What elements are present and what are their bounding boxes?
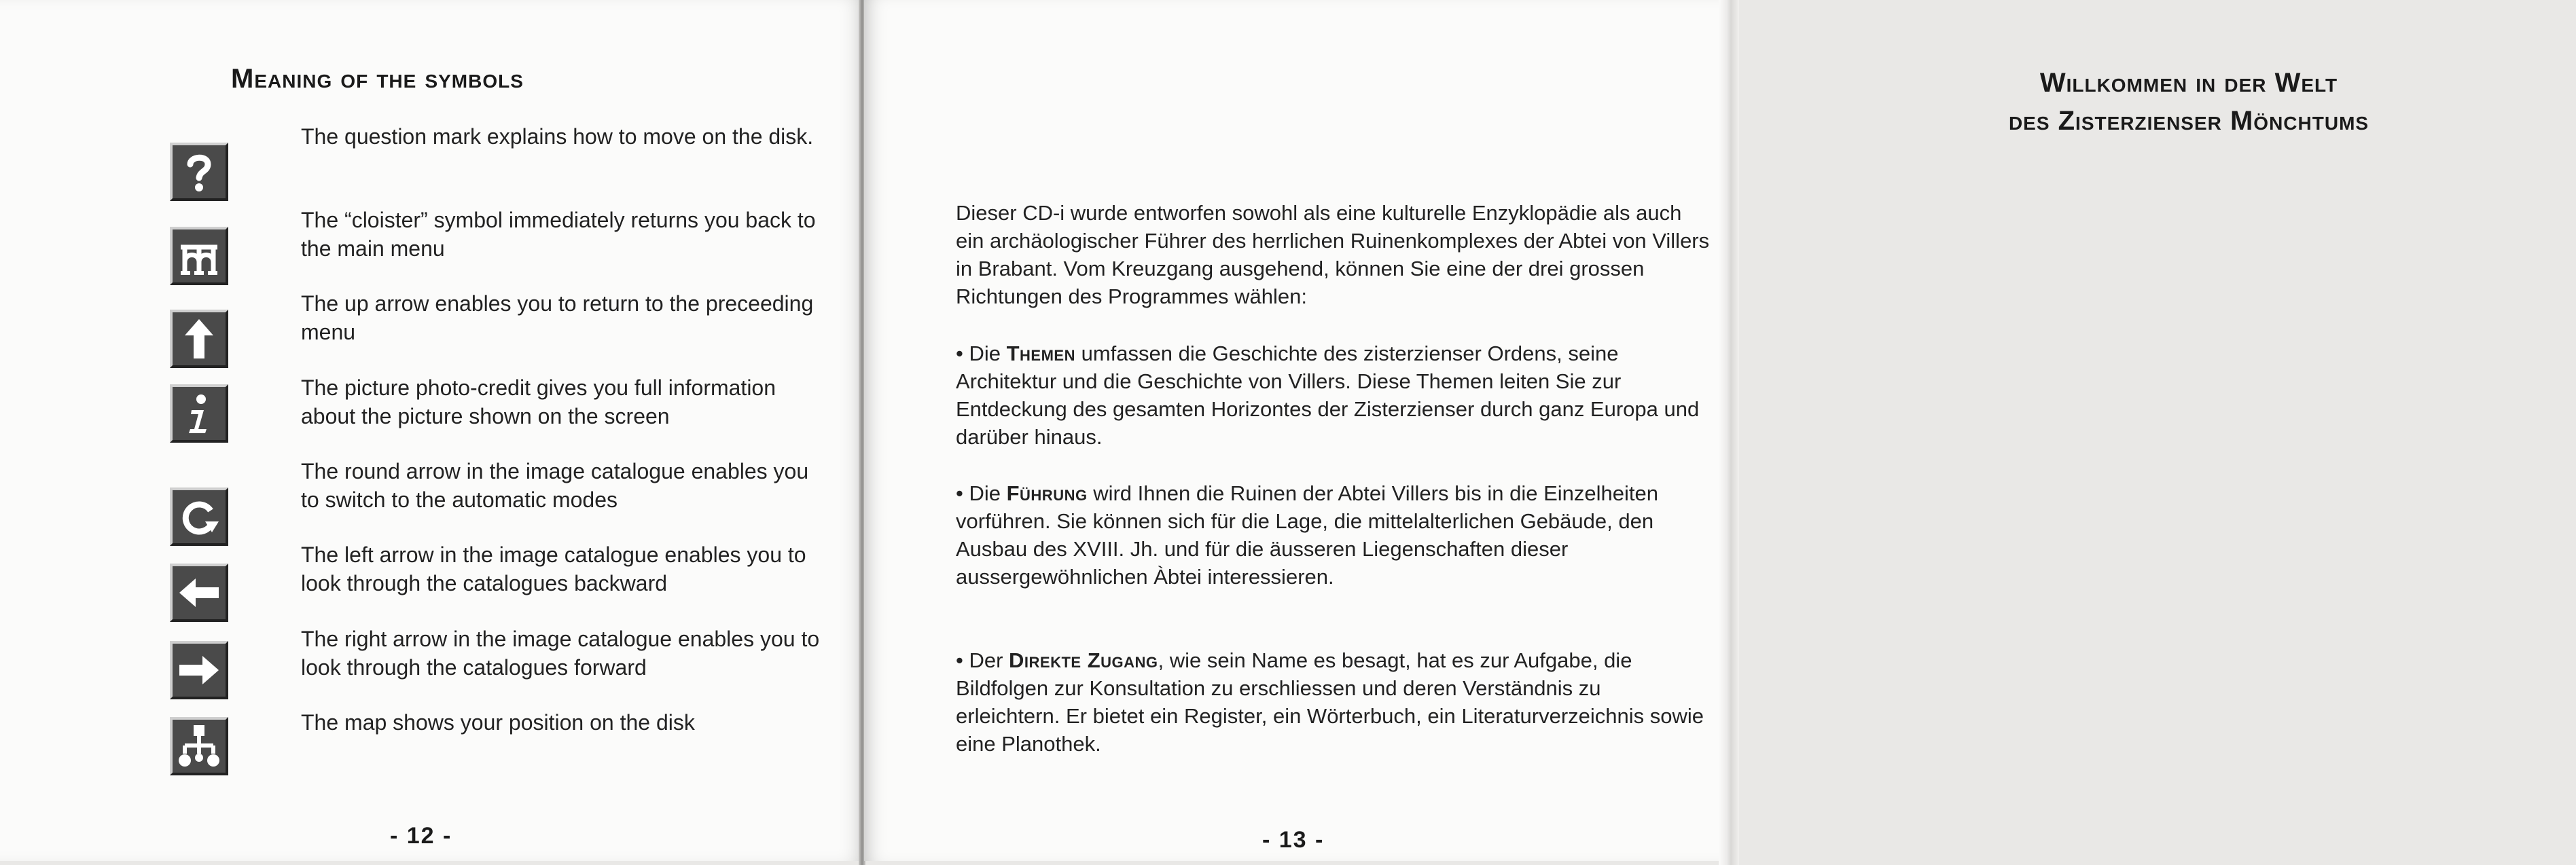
symbol-text: The round arrow in the image catalogue enables you to switch to the automatic modes <box>301 459 809 512</box>
left-page-title: Meaning of the symbols <box>231 64 524 94</box>
symbol-list <box>0 0 861 861</box>
symbol-text: The up arrow enables you to return to the preceeding menu <box>301 291 814 344</box>
symbol-text: The question mark explains how to move on the disk. <box>301 124 814 149</box>
intro-paragraph: Dieser CD-i wurde entworfen sowohl als eine kulturelle Enzyklopädie als auch ein archäologischer Führer des herrlichen Ruinenkomplexes der Abtei von Villers in Brabant. Vom Kreuzgang ausgehend, können Sie eine der drei grossen Richtungen des Programmes wählen: <box>956 201 1710 308</box>
bullet-text: umfassen die Geschichte des zisterzienser Ordens, seine Architektur und die Geschichte von Villers. Diese Themen leiten Sie zur Entdeckung des gesamten Horizontes der Zisterzienser durch ganz Europa und darüber hinaus. <box>956 342 1700 449</box>
bullet-text: wird Ihnen die Ruinen der Abtei Villers bis in die Einzelheiten vorführen. Sie können sich für die Lage, die mittelalterlichen Gebäude, den Ausbau des XVIII. Jh. und für die äusseren Liegenschaften dieser aussergewöhnlichen Àbtei interessieren. <box>956 481 1658 589</box>
symbol-text: The right arrow in the image catalogue enables you to look through the catalogues forward <box>301 627 820 680</box>
round-arrow-icon <box>170 487 228 546</box>
bullet-prefix: • Die <box>956 481 1007 505</box>
page-number: - 12 - <box>390 823 452 849</box>
up-arrow-icon <box>170 310 228 368</box>
bullet-prefix: • Der <box>956 648 1009 672</box>
right-page-title-line1: Willkommen in der Welt <box>2039 68 2338 98</box>
bullet-prefix: • Die <box>956 342 1007 365</box>
question-mark-icon <box>170 143 228 201</box>
symbol-text: The left arrow in the image catalogue enables you to look through the catalogues backward <box>301 542 806 595</box>
cloister-icon <box>170 227 228 285</box>
right-arrow-icon <box>170 641 228 699</box>
symbol-text: The picture photo-credit gives you full information about the picture shown on the screen <box>301 375 776 428</box>
symbol-text: The “cloister” symbol immediately returns you back to the main menu <box>301 208 816 261</box>
map-icon <box>170 717 228 775</box>
bullet-direkte-zugang <box>956 646 1710 758</box>
bullet-text: , wie sein Name es besagt, hat es zur Aufgabe, die Bildfolgen zur Konsultation zu erschliessen und deren Verständnis zu erleichtern. Er bietet ein Register, ein Wörterbuch, ein Literaturverzeichnis sowie eine Planothek. <box>956 648 1704 756</box>
symbol-text: The map shows your position on the disk <box>301 710 695 735</box>
page-edge <box>1719 0 1739 865</box>
right-page-title-line2: des Zisterzienser Mönchtums <box>2008 106 2369 136</box>
info-icon <box>170 384 228 443</box>
left-page <box>0 0 861 861</box>
bullet-keyword: Führung <box>1006 481 1088 505</box>
left-arrow-icon <box>170 564 228 622</box>
bullet-keyword: Themen <box>1006 342 1075 365</box>
page-number: - 13 - <box>1262 827 1325 853</box>
bullet-themen <box>956 339 1710 451</box>
bullet-keyword: Direkte Zugang <box>1009 648 1158 672</box>
right-page-title <box>1802 64 2576 140</box>
bullet-fuehrung <box>956 479 1710 591</box>
